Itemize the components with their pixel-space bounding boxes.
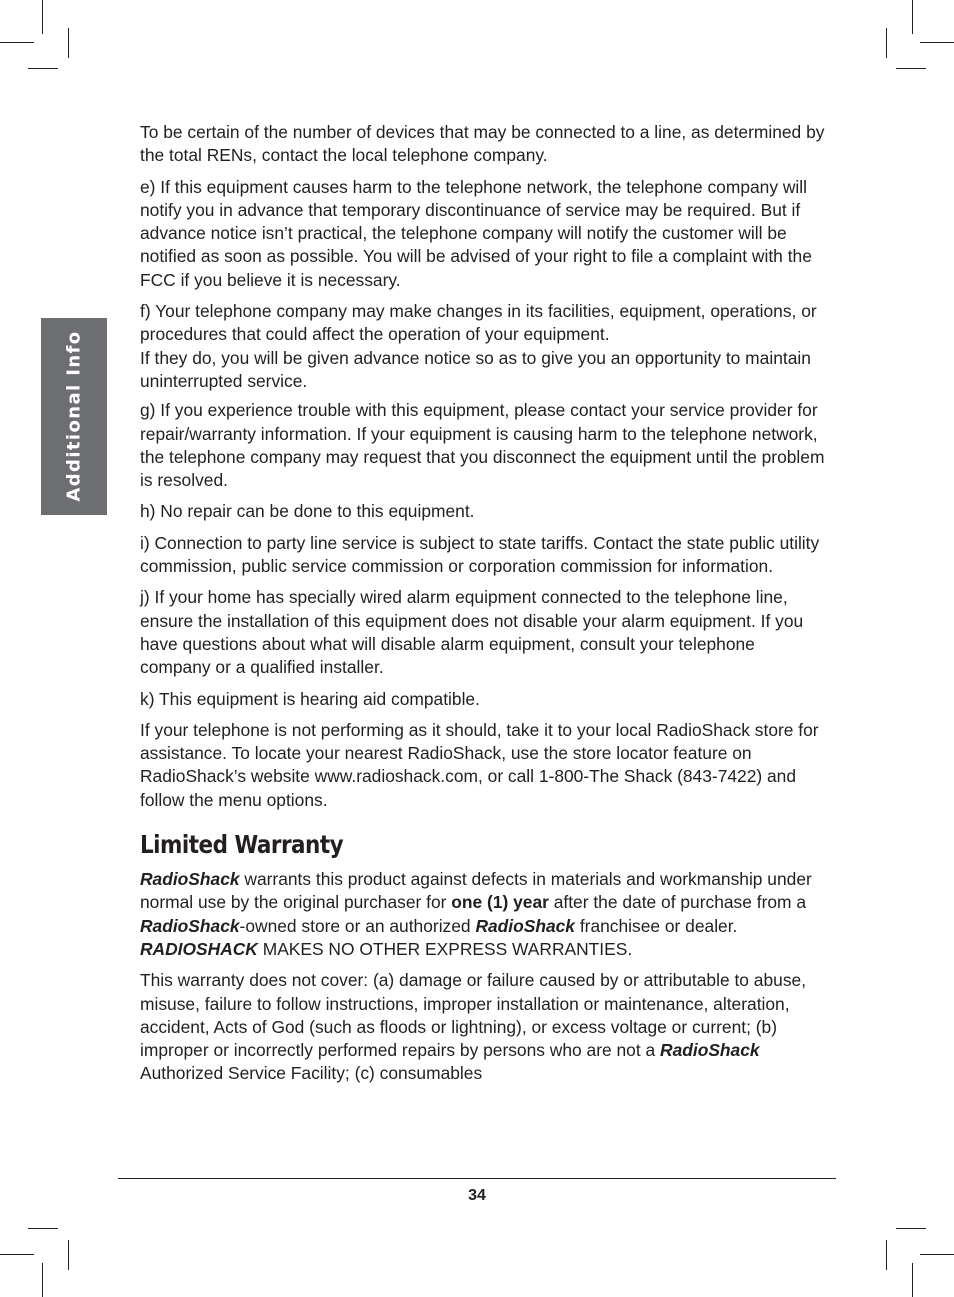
warranty-text: warrants this product against defects in materials and workmanship under normal use by the original purchaser for xyxy=(140,869,812,913)
page-content xyxy=(140,121,830,1094)
section-tab-label: Additional Info xyxy=(63,330,85,502)
crop-mark xyxy=(0,1254,34,1255)
crop-mark xyxy=(920,1254,954,1255)
page-number: 34 xyxy=(468,1187,486,1204)
crop-mark xyxy=(28,1228,58,1229)
paragraph-ren: To be certain of the number of devices that may be connected to a line, as determined by the total RENs, contact the local telephone company. xyxy=(140,122,825,166)
warranty-text: Authorized Service Facility; (c) consumables xyxy=(140,1063,483,1084)
crop-mark xyxy=(896,1228,926,1229)
paragraph-k: k) This equipment is hearing aid compatible. xyxy=(140,688,480,709)
warranty-text: -owned store or an authorized xyxy=(239,915,476,936)
brand-name: RadioShack xyxy=(475,915,575,936)
brand-name-caps: RADIOSHACK xyxy=(140,938,258,959)
paragraph-e: e) If this equipment causes harm to the telephone network, the telephone company will notify you in advance that temporary discontinuance of service may be required. But if advance notice isn’t practical, the telephone company will notify the customer will be notified as soon as possible. You will be advised of your right to file a complaint with the FCC if you believe it is necessary. xyxy=(140,176,812,290)
crop-mark xyxy=(912,0,913,34)
warranty-text: This warranty does not cover: (a) damage or failure caused by or attributable to abuse, misuse, failure to follow instructions, improper installation or maintenance, alteration, accident, Acts of God (such as floods or lightning), or excess voltage or current; (b) improper or incorrectly performed repairs by persons who are not a xyxy=(140,970,807,1061)
paragraph-f-part1: f) Your telephone company may make changes in its facilities, equipment, operations, or procedures that could affect the operation of your equipment. xyxy=(140,301,817,345)
paragraph-f xyxy=(140,300,830,393)
warranty-text: after the date of purchase from a xyxy=(548,892,807,913)
warranty-text: MAKES NO OTHER EXPRESS WARRANTIES. xyxy=(257,938,633,959)
crop-mark xyxy=(42,0,43,34)
crop-mark xyxy=(68,1240,69,1270)
paragraph-f-part2: If they do, you will be given advance notice so as to give you an opportunity to maintain uninterrupted service. xyxy=(140,347,811,391)
crop-mark xyxy=(912,1263,913,1297)
section-heading: Limited Warranty xyxy=(140,830,344,860)
crop-mark xyxy=(896,68,926,69)
warranty-text: franchisee or dealer. xyxy=(574,915,738,936)
paragraph-i: i) Connection to party line service is subject to state tariffs. Contact the state public utility commission, public service commission or corporation commission for information. xyxy=(140,532,820,577)
crop-mark xyxy=(68,28,69,58)
crop-mark xyxy=(28,68,58,69)
crop-mark xyxy=(886,28,887,58)
crop-mark xyxy=(0,42,34,43)
brand-name: RadioShack xyxy=(140,869,240,890)
section-tab xyxy=(41,318,107,515)
paragraph-support: If your telephone is not performing as it should, take it to your local RadioShack store for assistance. To locate your nearest RadioShack, use the store locator feature on RadioShack’s website www.radioshack.com, or call 1-800-The Shack (843-7422) and follow the menu options. xyxy=(140,719,819,810)
warranty-term: one (1) year xyxy=(451,892,549,913)
footer-rule xyxy=(118,1178,836,1179)
crop-mark xyxy=(42,1263,43,1297)
crop-mark xyxy=(886,1240,887,1270)
warranty-paragraph-2 xyxy=(140,969,830,1085)
brand-name: RadioShack xyxy=(660,1040,760,1061)
paragraph-j: j) If your home has specially wired alarm equipment connected to the telephone line, ensure the installation of this equipment does not disable your alarm equipment. If you have questions about what will disable alarm equipment, consult your telephone company or a qualified installer. xyxy=(140,587,804,678)
brand-name: RadioShack xyxy=(140,915,240,936)
crop-mark xyxy=(920,42,954,43)
warranty-paragraph-1 xyxy=(140,868,830,961)
paragraph-g: g) If you experience trouble with this equipment, please contact your service provider for repair/warranty information. If your equipment is causing harm to the telephone network, the telephone company may request that you disconnect the equipment until the problem is resolved. xyxy=(140,400,825,491)
paragraph-h: h) No repair can be done to this equipment. xyxy=(140,501,475,522)
